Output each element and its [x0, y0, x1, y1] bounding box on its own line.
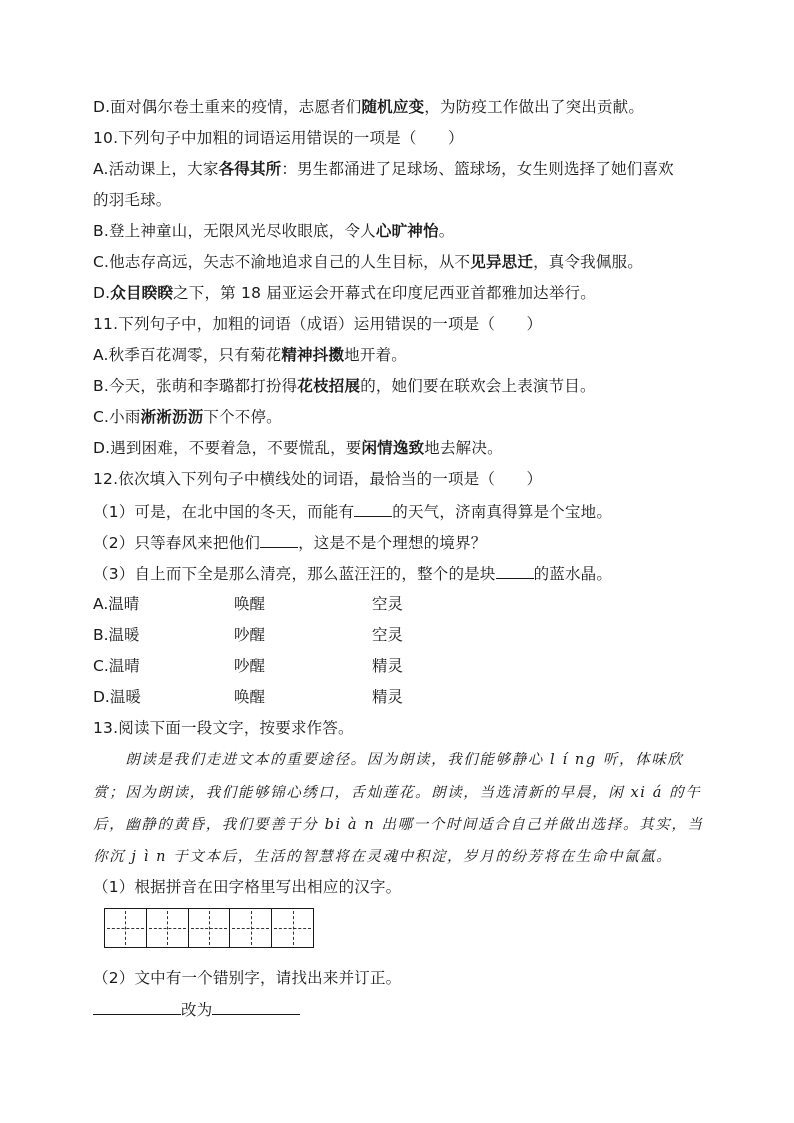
q12-option-c-word2: 吵醒 — [234, 657, 266, 675]
q10-option-b: B.登上神童山，无限风光尽收眼底，令人心旷神怡。 — [93, 222, 455, 240]
q13-stem: 13.阅读下面一段文字，按要求作答。 — [93, 719, 354, 737]
q12-sentence-3: （3）自上而下全是那么清亮，那么蓝汪汪的，整个的是块 的蓝水晶。 — [93, 565, 613, 583]
correction-line — [93, 999, 734, 1020]
q12-option-b-word2: 吵醒 — [234, 626, 266, 644]
q11-option-c: C.小雨淅淅沥沥下个不停。 — [93, 408, 282, 426]
q12-option-b-word3: 空灵 — [372, 626, 404, 644]
q12-stem: 12.依次填入下列句子中横线处的词语，最恰当的一项是（ ） — [93, 470, 543, 488]
q12-sentence-2: （2）只等春风来把他们 ，这是不是个理想的境界？ — [93, 534, 487, 552]
q10-option-c: C.他志存高远，矢志不渝地追求自己的人生目标，从不见异思迁，真令我佩服。 — [93, 253, 643, 271]
q10-stem: 10.下列句子中加粗的词语运用错误的一项是（ ） — [93, 129, 464, 147]
wrong-char-blank[interactable] — [93, 999, 181, 1015]
correct-char-blank[interactable] — [212, 999, 300, 1015]
tianzige-cell[interactable] — [189, 909, 231, 947]
q12-option-b-word1: B.温暖 — [93, 626, 140, 644]
q13-sub1: （1）根据拼音在田字格里写出相应的汉字。 — [93, 878, 402, 896]
q9-option-d: D.面对偶尔卷土重来的疫情，志愿者们随机应变，为防疫工作做出了突出贡献。 — [93, 98, 645, 116]
q12-option-a-word3: 空灵 — [372, 595, 404, 613]
passage-line: 朗读是我们走进文本的重要途径。因为朗读，我们能够静心 l í ng 听，体味欣 — [93, 752, 684, 768]
passage-line: 后，幽静的黄昏，我们要善于分 bi à n 出哪一个时间适合自己并做出选择。其实，当 — [93, 817, 704, 833]
q12-option-d-word1: D.温暖 — [93, 688, 141, 706]
q12-sentence-1: （1）可是，在北中国的冬天，而能有 的天气，济南真得算是个宝地。 — [93, 503, 613, 521]
q12-option-d-word3: 精灵 — [372, 688, 404, 706]
tianzige-grid[interactable] — [104, 908, 314, 948]
q10-option-a: A.活动课上，大家各得其所：男生都涌进了足球场、篮球场，女生则选择了她们喜欢 — [93, 160, 674, 178]
change-to-label: 改为 — [181, 1001, 213, 1019]
q12-option-c-word3: 精灵 — [372, 657, 404, 675]
q11-stem: 11.下列句子中，加粗的词语（成语）运用错误的一项是（ ） — [93, 315, 543, 333]
q13-sub2: （2）文中有一个错别字，请找出来并订正。 — [93, 969, 402, 987]
passage-line: 赏；因为朗读，我们能够锦心绣口，舌灿莲花。朗读，当选清新的早晨，闲 xi á 的午 — [93, 785, 702, 801]
q12-option-a-word2: 唤醒 — [234, 595, 266, 613]
q12-option-c-word1: C.温晴 — [93, 657, 140, 675]
q11-option-d: D.遇到困难，不要着急，不要慌乱，要闲情逸致地去解决。 — [93, 439, 503, 457]
tianzige-cell[interactable] — [230, 909, 272, 947]
q12-option-a-word1: A.温晴 — [93, 595, 140, 613]
fill-blank — [354, 501, 392, 517]
tianzige-cell[interactable] — [105, 909, 147, 947]
q10-option-d: D.众目睽睽之下，第 18 届亚运会开幕式在印度尼西亚首都雅加达举行。 — [93, 284, 596, 302]
passage-line: 你沉 j ì n 于文本后，生活的智慧将在灵魂中积淀，岁月的纷芳将在生命中氤氲。 — [93, 849, 673, 865]
tianzige-cell[interactable] — [272, 909, 313, 947]
fill-blank — [260, 532, 298, 548]
q12-option-d-word2: 唤醒 — [234, 688, 266, 706]
tianzige-cell[interactable] — [147, 909, 189, 947]
fill-blank — [496, 563, 534, 579]
q11-option-a: A.秋季百花凋零，只有菊花精神抖擞地开着。 — [93, 346, 407, 364]
q11-option-b: B.今天，张萌和李璐都打扮得花枝招展的，她们要在联欢会上表演节目。 — [93, 377, 596, 395]
q10-option-a-cont: 的羽毛球。 — [93, 191, 172, 209]
